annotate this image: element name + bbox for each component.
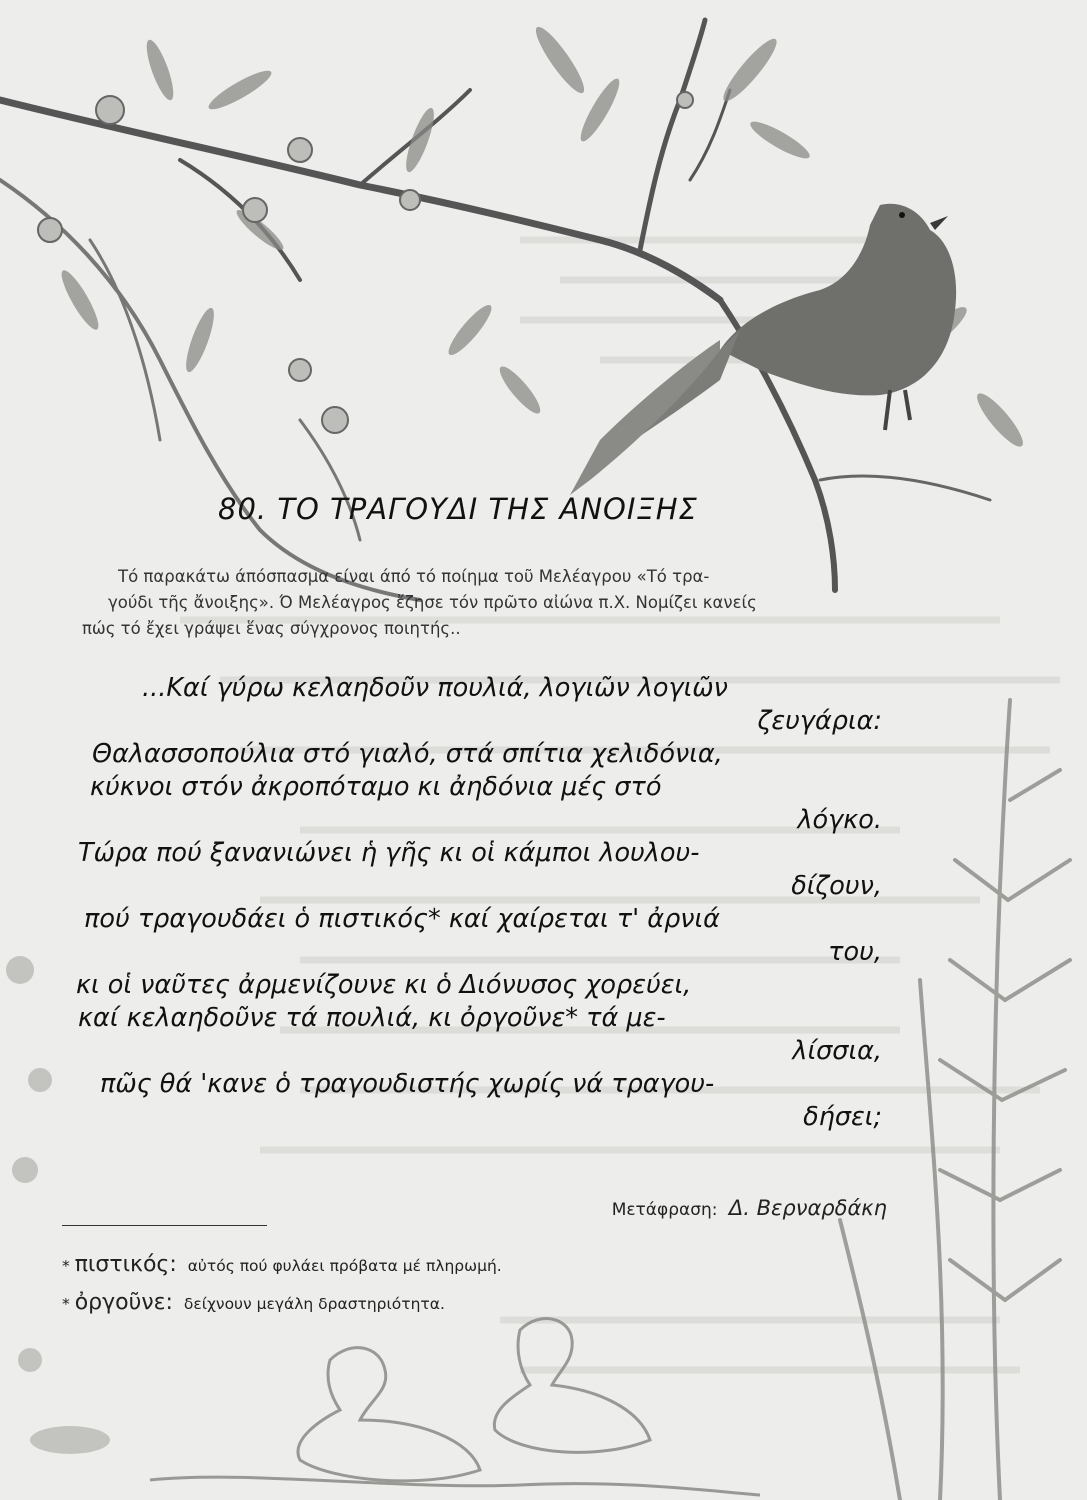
footnote-divider (62, 1225, 267, 1226)
footnote-marker: * (62, 1295, 70, 1313)
poem-line: κύκνοι στόν ἀκροπόταμο κι ἀηδόνια μές στό (90, 772, 662, 802)
poem-line: λόγκο. (797, 805, 882, 835)
poem-line: Θαλασσοπούλια στό γιαλό, στά σπίτια χελιδόνια, (92, 739, 723, 769)
footnote (62, 1252, 502, 1277)
poem-line: λίσσια, (792, 1036, 882, 1066)
poem (60, 672, 882, 1134)
footnote (62, 1290, 445, 1315)
poem-line: δίζουν, (791, 871, 882, 901)
poem-line: πῶς θά 'κανε ὁ τραγουδιστής χωρίς νά τραγου- (100, 1069, 715, 1099)
translator-name: Δ. Βερναρδάκη (728, 1196, 887, 1220)
poem-line: καί κελαηδοῦνε τά πουλιά, κι ὀργοῦνε* τά με- (78, 1003, 666, 1033)
page-title: 80. ΤΟ ΤΡΑΓΟΥΔΙ ΤΗΣ ΑΝΟΙΞΗΣ (218, 492, 698, 526)
poem-line: ζευγάρια: (757, 706, 882, 736)
poem-line: πού τραγουδάει ὁ πιστικός* καί χαίρεται τ' ἀρνιά (84, 904, 720, 934)
footnote-definition: δείχνουν μεγάλη δραστηριότητα. (183, 1295, 445, 1313)
intro-line: Τό παρακάτω άπόσπασμα είναι άπό τό ποίημα τοῦ Μελέαγρου «Τό τρα- (118, 567, 710, 586)
footnote-definition: αὐτός πού φυλάει πρόβατα μέ πληρωμή. (187, 1257, 502, 1275)
translation-credit (612, 1196, 887, 1220)
poem-line: Τώρα πού ξανανιώνει ἡ γῆς κι οἱ κάμποι λουλου- (78, 838, 700, 868)
poem-line: δήσει; (803, 1102, 882, 1132)
credit-label: Μετάφραση: (611, 1200, 718, 1220)
poem-line: κι οἱ ναῦτες ἀρμενίζουνε κι ὁ Διόνυσος χορεύει, (76, 970, 692, 1000)
intro-paragraph (82, 564, 888, 642)
footnote-term: πιστικός: (74, 1252, 177, 1277)
poem-line: του, (828, 937, 882, 967)
intro-line: γούδι τῆς ἄνοιξης». Ό Μελέαγρος ἔζησε τόν πρῶτο αἰώνα π.Χ. Νομίζει κανείς (108, 593, 757, 612)
ducks-illustration (150, 1319, 760, 1495)
footnote-marker: * (62, 1257, 70, 1275)
intro-line: πώς τό ἔχει γράψει ἕνας σύγχρονος ποιητής.. (82, 619, 461, 638)
blossoms (38, 92, 693, 433)
footnote-term: ὀργοῦνε: (74, 1290, 173, 1315)
poem-line: ...Καί γύρω κελαηδοῦν πουλιά, λογιῶν λογιῶν (142, 673, 728, 703)
